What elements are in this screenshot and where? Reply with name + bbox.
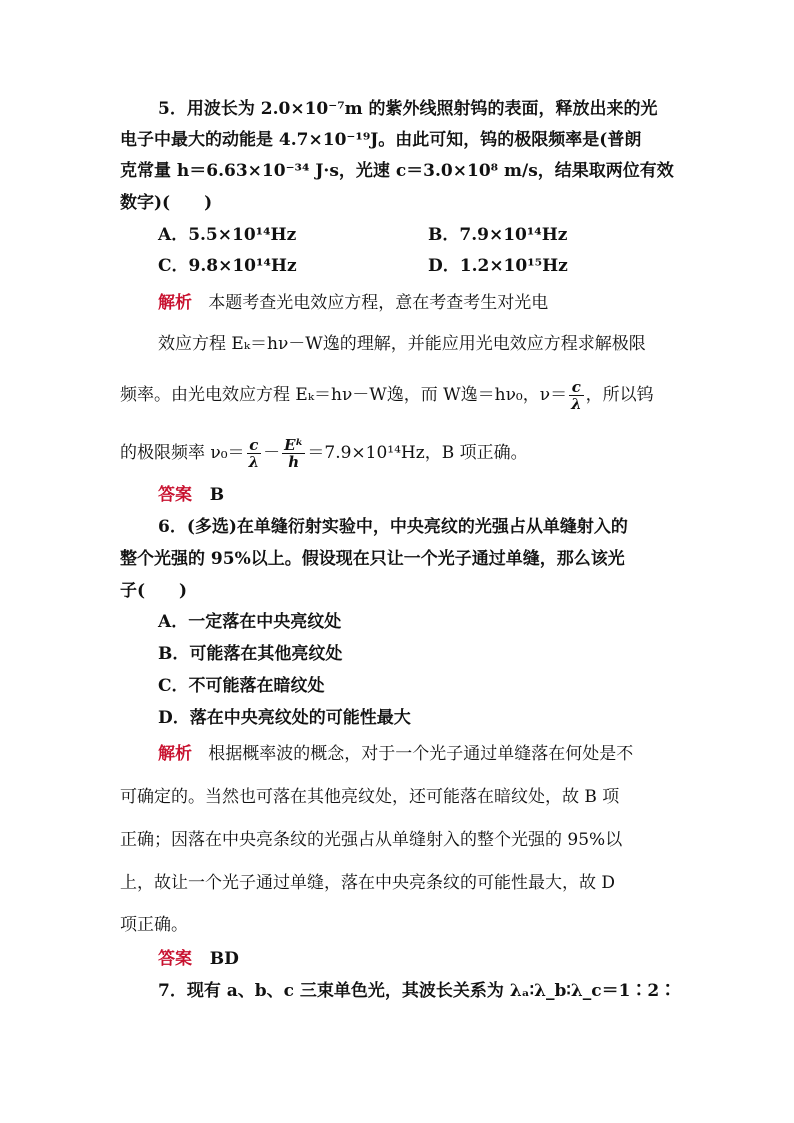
q5-explanation-text1: 本题考查光电效应方程，意在考查考生对光电	[208, 293, 549, 313]
q5-stem-line3: 克常量 h＝6.63×10⁻³⁴ J·s，光速 c＝3.0×10⁸ m/s，结果取两位有效	[120, 161, 674, 181]
q5-fraction2-numerator: c	[247, 437, 262, 454]
q6-option-b: B．可能落在其他亮纹处	[158, 644, 343, 664]
q6-explanation-line5: 项正确。	[120, 915, 188, 935]
q5-fraction3-denominator: h	[288, 453, 300, 471]
q5-fraction-ek-over-h	[282, 437, 305, 470]
q5-explanation-text3b: ，所以钨	[585, 385, 654, 405]
q6-answer-label: 答案	[158, 949, 192, 969]
q6-explanation-line4: 上，故让一个光子通过单缝，落在中央亮条纹的可能性最大，故 D	[120, 873, 616, 893]
q5-option-b: B．7.9×10¹⁴Hz	[428, 225, 568, 245]
q7-stem-line1: 7．现有 a、b、c 三束单色光，其波长关系为 λₐ∶λ_b∶λ_c＝1∶2∶	[158, 981, 677, 1001]
q5-answer-label: 答案	[158, 485, 192, 505]
q5-fraction-c-over-lambda-2	[247, 437, 262, 470]
q5-explanation-text4c: ＝7.9×10¹⁴Hz，B 项正确。	[307, 443, 528, 463]
q5-option-a: A．5.5×10¹⁴Hz	[158, 225, 297, 245]
q6-stem-line2: 整个光强的 95%以上。假设现在只让一个光子通过单缝，那么该光	[120, 549, 625, 569]
q6-answer-line	[158, 948, 676, 970]
q5-stem-line1: 5．用波长为 2.0×10⁻⁷m 的紫外线照射钨的表面，释放出来的光	[158, 99, 658, 119]
q5-answer-value: B	[209, 485, 225, 505]
q5-fraction3-numerator: Eᵏ	[284, 436, 304, 454]
q6-explanation-line2: 可确定的。当然也可落在其他亮纹处，还可能落在暗纹处，故 B 项	[120, 787, 620, 807]
q5-option-d: D．1.2×10¹⁵Hz	[428, 256, 568, 276]
q6-stem-line1: 6．(多选)在单缝衍射实验中，中央亮纹的光强占从单缝射入的	[158, 517, 628, 537]
q6-explanation-line1	[158, 743, 676, 765]
q5-stem-line2: 电子中最大的动能是 4.7×10⁻¹⁹J。由此可知，钨的极限频率是(普朗	[120, 130, 642, 150]
q6-explanation-line3: 正确；因落在中央亮条纹的光强占从单缝射入的整个光强的 95%以	[120, 830, 623, 850]
q5-explanation-text4b: －	[263, 443, 281, 463]
q5-fraction1-denominator: λ	[571, 395, 582, 413]
q5-stem-line4: 数字)( )	[120, 193, 213, 213]
q6-option-a: A．一定落在中央亮纹处	[158, 612, 342, 632]
q5-fraction-c-over-lambda	[569, 379, 584, 412]
q6-answer-value: BD	[209, 949, 239, 969]
q5-explanation-line3	[120, 379, 676, 412]
q5-option-c: C．9.8×10¹⁴Hz	[158, 256, 297, 276]
q5-explanation-label: 解析	[158, 293, 192, 313]
q5-explanation-text4a: 的极限频率 ν₀＝	[120, 443, 245, 463]
q5-fraction1-numerator: c	[569, 379, 584, 396]
q6-option-c: C．不可能落在暗纹处	[158, 676, 325, 696]
q5-explanation-line4	[120, 437, 676, 470]
q5-explanation-text3a: 频率。由光电效应方程 Eₖ＝hν－W逸，而 W逸＝hν₀，ν＝	[120, 385, 568, 405]
q6-stem-line3: 子( )	[120, 581, 188, 601]
q6-option-d: D．落在中央亮纹处的可能性最大	[158, 708, 411, 728]
q6-explanation-label: 解析	[158, 744, 192, 764]
q5-explanation-line1	[158, 292, 676, 314]
q6-explanation-text1: 根据概率波的概念，对于一个光子通过单缝落在何处是不	[208, 744, 634, 764]
q5-answer-line	[158, 484, 676, 506]
q5-explanation-line2: 效应方程 Eₖ＝hν－W逸的理解，并能应用光电效应方程求解极限	[158, 334, 646, 354]
q5-fraction2-denominator: λ	[248, 453, 260, 471]
